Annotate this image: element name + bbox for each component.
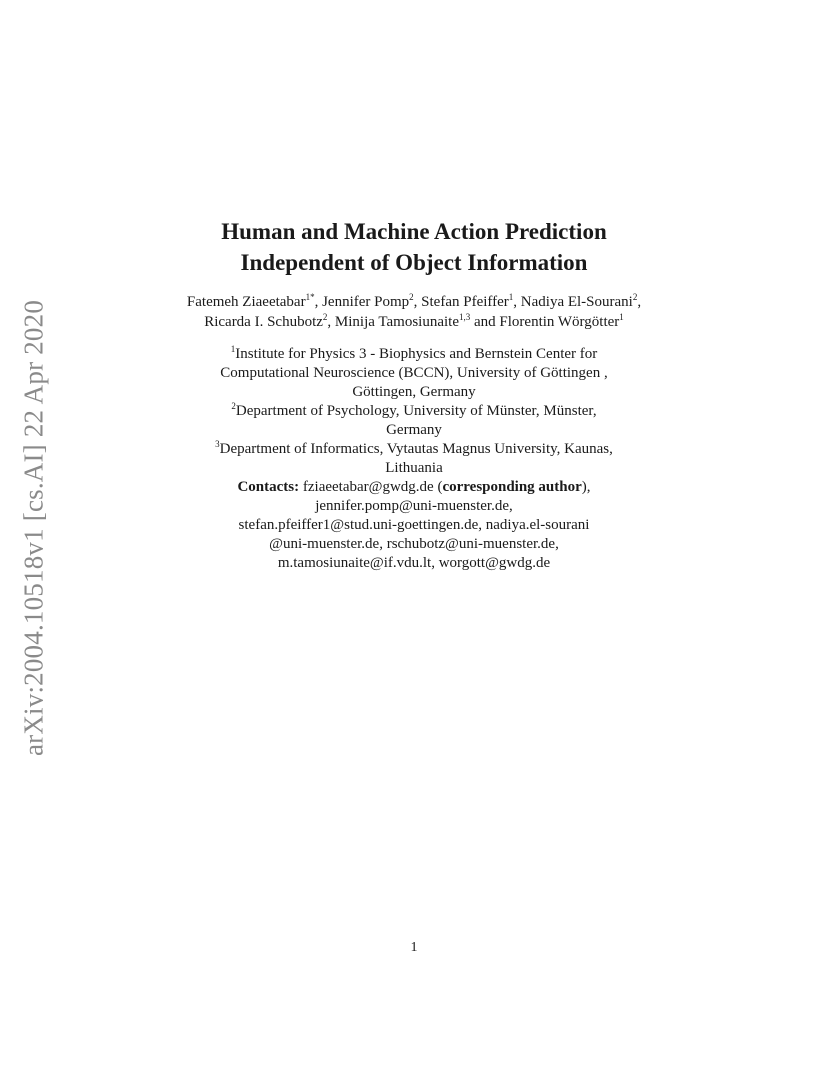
affiliation-text: Department of Informatics, Vytautas Magnus University, Kaunas, — [219, 441, 613, 457]
author-name: Florentin Wörgötter — [499, 314, 620, 330]
author-affiliation-mark: 2 — [322, 312, 328, 322]
author-separator: and — [470, 314, 500, 330]
affiliation-1-line-1 — [0, 345, 828, 364]
author-separator: , — [637, 294, 642, 310]
contacts-label: Contacts: — [237, 479, 300, 495]
affiliations-and-contacts — [0, 345, 828, 573]
author-affiliation-mark: 2 — [409, 292, 414, 302]
author-name: Minija Tamosiunaite — [334, 314, 459, 330]
author-affiliation-mark: 1 — [619, 312, 624, 322]
contact-email: fziaeetabar@gwdg.de ( — [299, 479, 443, 495]
contacts-line-2: jennifer.pomp@uni-muenster.de, — [315, 498, 513, 514]
author-name: Nadiya El-Sourani — [520, 294, 633, 310]
author-line-1 — [0, 292, 828, 312]
affiliation-text: Department of Psychology, University of Münster, Münster, — [235, 403, 597, 419]
affiliation-2-line-2: Germany — [386, 422, 442, 438]
affiliation-1-line-2: Computational Neuroscience (BCCN), University of Göttingen , — [220, 365, 608, 381]
author-separator: , — [413, 294, 422, 310]
affiliation-mark: 1 — [230, 344, 236, 354]
author-list — [0, 292, 828, 332]
contacts-line-5: m.tamosiunaite@if.vdu.lt, worgott@gwdg.de — [277, 555, 551, 571]
author-affiliation-mark: 2 — [632, 292, 638, 302]
affiliation-1-line-3: Göttingen, Germany — [352, 384, 476, 400]
arxiv-identifier-stamp: arXiv:2004.10518v1 [cs.AI] 22 Apr 2020 — [18, 299, 49, 757]
corresponding-author-label: corresponding author — [442, 479, 582, 495]
title-line-2: Independent of Object Information — [240, 250, 588, 275]
author-name: Ricarda I. Schubotz — [204, 314, 323, 330]
contacts-line-4: @uni-muenster.de, rschubotz@uni-muenster.de, — [269, 536, 559, 552]
affiliation-mark: 2 — [231, 401, 236, 411]
author-name: Jennifer Pomp — [322, 294, 410, 310]
author-name: Fatemeh Ziaeetabar — [186, 294, 306, 310]
affiliation-text: Institute for Physics 3 - Biophysics and Bernstein Center for — [235, 346, 598, 362]
author-line-2 — [0, 312, 828, 332]
paper-title — [0, 216, 828, 278]
title-line-1: Human and Machine Action Prediction — [221, 219, 607, 244]
contacts-line-3: stefan.pfeiffer1@stud.uni-goettingen.de, nadiya.el-sourani — [238, 517, 590, 533]
author-separator: , — [327, 314, 335, 330]
author-separator: , — [314, 294, 323, 310]
contacts-line-1 — [0, 478, 828, 497]
author-affiliation-mark: 1* — [305, 292, 315, 302]
affiliation-3-line-1 — [0, 440, 828, 459]
author-separator: , — [513, 294, 521, 310]
page-number: 1 — [410, 940, 418, 955]
affiliation-3-line-2: Lithuania — [385, 460, 443, 476]
author-name: Stefan Pfeiffer — [421, 294, 509, 310]
author-affiliation-mark: 1 — [508, 292, 514, 302]
author-affiliation-mark: 1,3 — [459, 312, 471, 322]
affiliation-2-line-1 — [0, 402, 828, 421]
affiliation-mark: 3 — [215, 439, 220, 449]
contacts-punctuation: ), — [581, 479, 591, 495]
